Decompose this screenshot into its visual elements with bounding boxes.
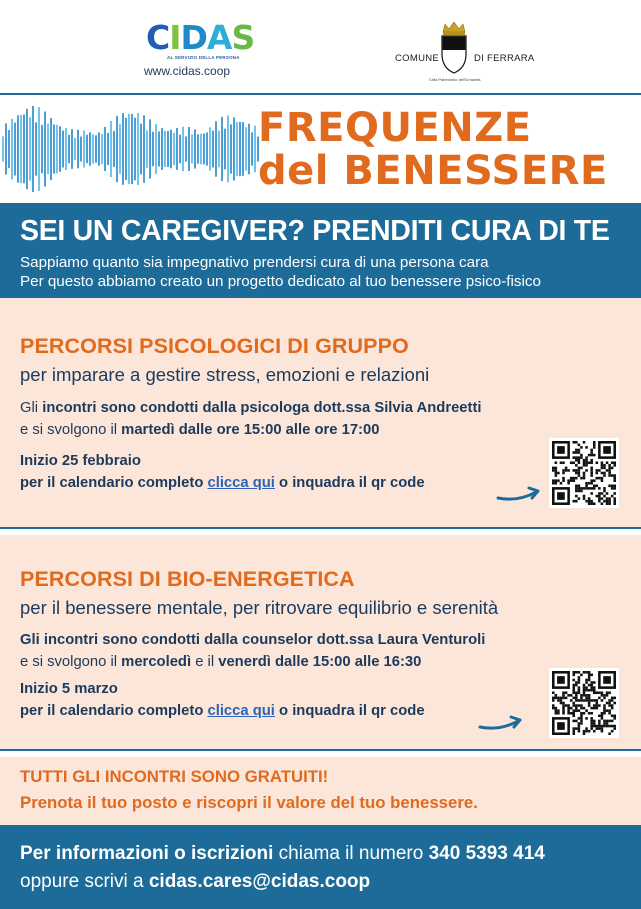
section-bio-energetics	[0, 535, 641, 749]
section2-calendar-line: per il calendario completo clicca qui o inquadra il qr code	[20, 703, 425, 719]
section1-subtitle: per imparare a gestire stress, emozioni e relazioni	[20, 364, 430, 385]
arrow-right-icon	[478, 713, 526, 733]
sound-wave-icon	[0, 99, 260, 199]
intro-line-1: Sappiamo quanto sia impegnativo prendersi cura di una persona cara	[20, 254, 489, 271]
footer-info-line: Per informazioni o iscrizioni chiama il numero 340 5393 414	[20, 843, 545, 864]
free-headline: TUTTI GLI INCONTRI SONO GRATUITI!	[20, 767, 329, 786]
section2-calendar-link[interactable]: clicca qui	[207, 703, 275, 719]
section-divider-2	[0, 749, 641, 751]
footer-email-line: oppure scrivi a cidas.cares@cidas.coop	[20, 871, 371, 892]
title-line-2: del BENESSERE	[258, 148, 608, 194]
section1-start-date: Inizio 25 febbraio	[20, 453, 141, 469]
section1-paragraph-1: Gli incontri sono condotti dalla psicologa dott.ssa Silvia Andreetti	[20, 400, 482, 416]
qr-code-icon	[552, 671, 616, 735]
cidas-logo	[140, 18, 255, 80]
section2-subtitle: per il benessere mentale, per ritrovare equilibrio e serenità	[20, 597, 499, 618]
section1-title: PERCORSI PSICOLOGICI DI GRUPPO	[20, 334, 409, 358]
cidas-url[interactable]: www.cidas.coop	[144, 64, 231, 78]
section-free	[0, 757, 641, 825]
qr-code-icon	[552, 441, 616, 505]
section1-paragraph-2: e si svolgono il martedì dalle ore 15:00 alle ore 17:00	[20, 422, 380, 438]
footer	[0, 825, 641, 909]
section2-title: PERCORSI DI BIO-ENERGETICA	[20, 567, 355, 591]
cidas-wordmark: CIDAS	[146, 18, 255, 57]
comune-label: COMUNE	[395, 53, 440, 64]
intro-heading: SEI UN CAREGIVER? PRENDITI CURA DI TE	[20, 215, 610, 247]
title-band	[0, 95, 641, 203]
section-divider-1	[0, 527, 641, 529]
section2-paragraph-1: Gli incontri sono condotti dalla counselor dott.ssa Laura Venturoli	[20, 632, 486, 648]
section2-start-date: Inizio 5 marzo	[20, 681, 118, 697]
comune-ferrara-logo	[395, 22, 535, 86]
comune-subtitle: Città Patrimonio dell'Umanità	[429, 77, 481, 82]
section1-calendar-line: per il calendario completo clicca qui o inquadra il qr code	[20, 475, 425, 491]
header	[0, 0, 641, 92]
arrow-right-icon	[496, 484, 544, 504]
section1-calendar-link[interactable]: clicca qui	[207, 475, 275, 491]
title-line-1: FREQUENZE	[258, 105, 532, 151]
qr-code-2[interactable]	[549, 668, 619, 738]
email-address[interactable]: cidas.cares@cidas.coop	[148, 871, 371, 892]
intro-line-2: Per questo abbiamo creato un progetto dedicato al tuo benessere psico-fisico	[20, 273, 541, 290]
cidas-tagline: AL SERVIZIO DELLA PERSONA	[167, 55, 240, 60]
free-subline: Prenota il tuo posto e riscopri il valore del tuo benessere.	[20, 793, 478, 812]
di-ferrara-label: DI FERRARA	[474, 53, 535, 64]
intro-band	[0, 203, 641, 298]
phone-number[interactable]: 340 5393 414	[428, 843, 545, 864]
qr-code-1[interactable]	[549, 438, 619, 508]
section2-paragraph-2: e si svolgono il mercoledì e il venerdì dalle 15:00 alle 16:30	[20, 654, 422, 670]
section-psychological-groups	[0, 298, 641, 527]
ferrara-crest-icon	[439, 22, 469, 74]
